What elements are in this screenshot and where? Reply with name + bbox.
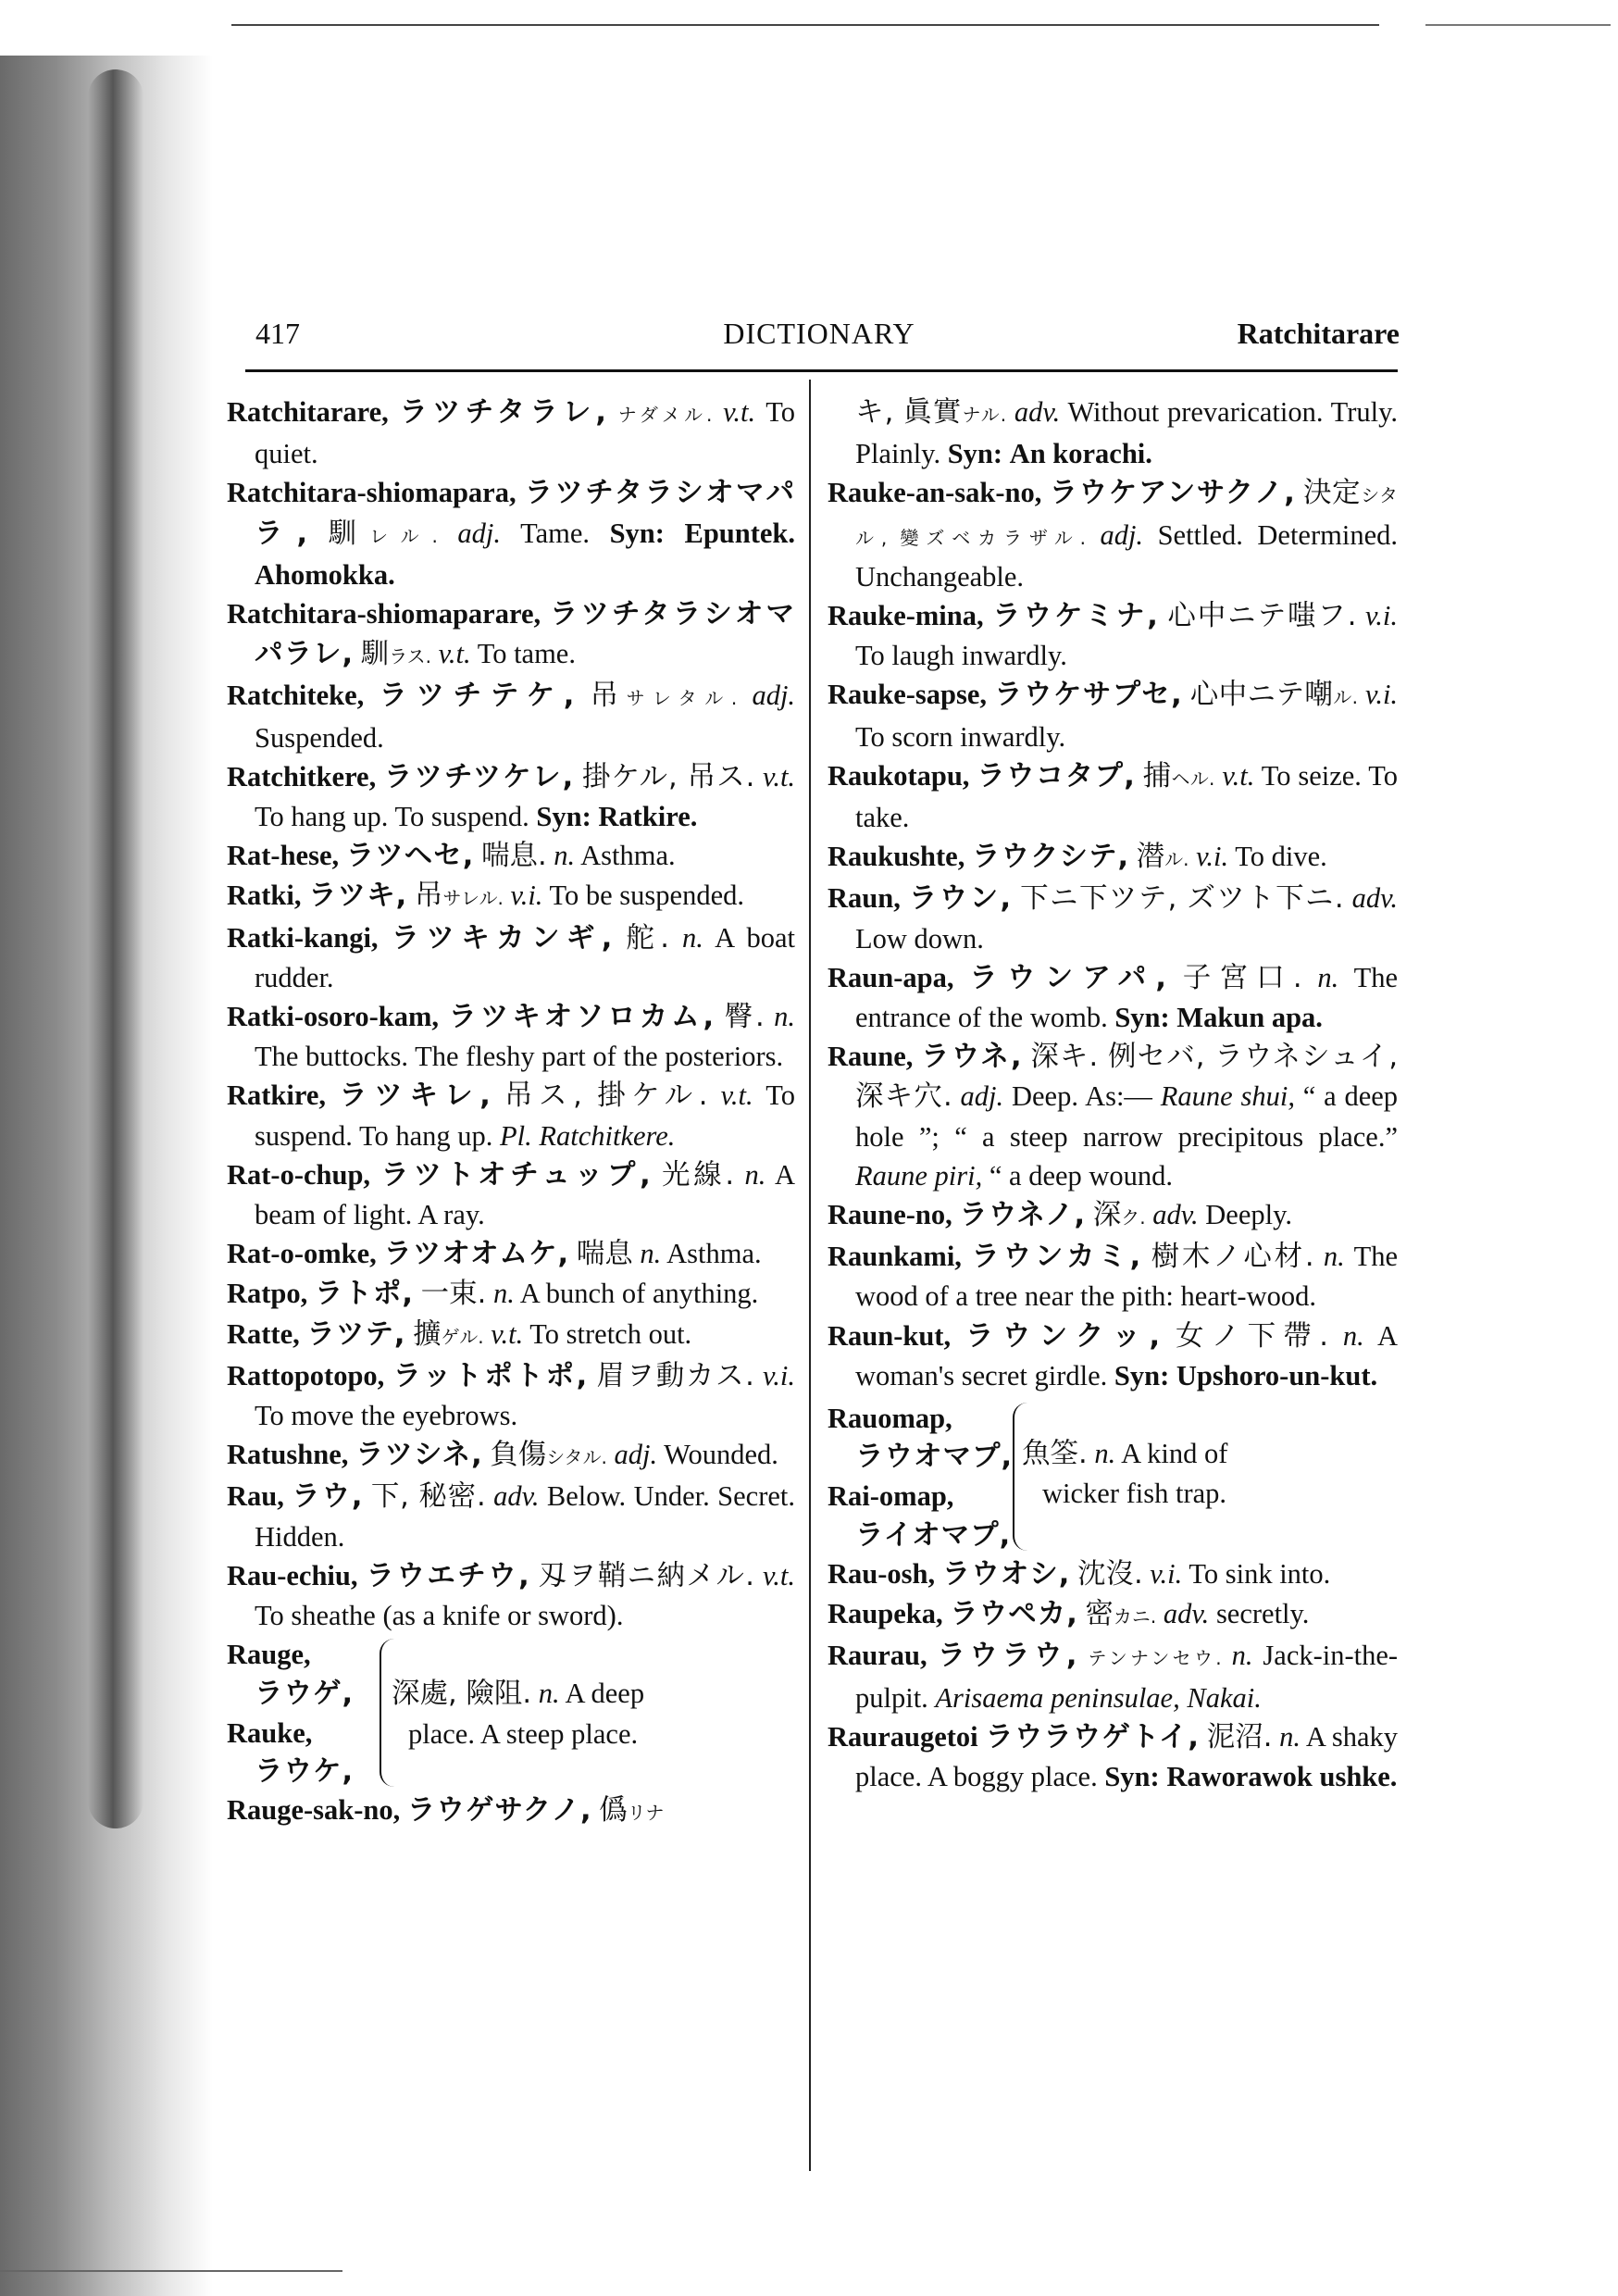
entry-kana-small: サレタル. <box>626 687 738 710</box>
entry-kana: ラツチテケ, <box>379 680 576 713</box>
dictionary-entry <box>227 1274 795 1314</box>
entry-headword: Raun, <box>828 882 901 915</box>
entry-definition: A bunch of anything. <box>519 1278 759 1310</box>
entry-kana: ラウケアンサクノ, <box>1049 477 1296 510</box>
guide-word: Ratchitarare <box>1237 317 1400 350</box>
entry-kanji: 馴 <box>328 517 370 550</box>
entry-kana: ラウンアパ, <box>969 961 1167 994</box>
dictionary-entry <box>828 879 1398 957</box>
entry-italic-text: Raune shui, <box>1160 1080 1295 1113</box>
entry-kanji: 下, 秘密. <box>370 1480 486 1514</box>
entry-italic-text: Raune piri, <box>855 1159 983 1192</box>
left-entry-list <box>227 393 795 1635</box>
entry-kanji: 掛ケル, 吊ス. <box>581 760 755 793</box>
group-pos: n. <box>538 1678 560 1710</box>
group-kanji: 深處, 險阻. <box>392 1678 532 1711</box>
entry-part-of-speech: n. <box>1231 1640 1253 1672</box>
group-def: place. A steep place. <box>408 1717 639 1750</box>
dictionary-entry <box>828 756 1398 837</box>
dictionary-entry <box>227 1356 795 1435</box>
dictionary-entry <box>227 594 795 676</box>
entry-kana-small: シタル, 變ズベカラザル. <box>855 484 1399 549</box>
entry-definition: A shaky place. A boggy place. <box>855 1720 1399 1793</box>
dictionary-entry <box>828 958 1398 1037</box>
entry-definition: To sheathe (as a knife or sword). <box>255 1600 624 1632</box>
entry-synonym: Makun apa. <box>1176 1002 1323 1034</box>
entry-kanji: 一束. <box>420 1278 487 1311</box>
group-headword: Rauomap, <box>828 1403 952 1435</box>
dictionary-entry <box>828 393 1398 473</box>
entry-syn-label: Syn: <box>1114 1359 1170 1391</box>
entry-headword: Rat-o-omke, <box>227 1238 377 1270</box>
entry-headword: Raune-no, <box>828 1199 952 1231</box>
entry-part-of-speech: n. <box>1323 1241 1345 1273</box>
entry-part-of-speech: n. <box>554 840 576 872</box>
entry-headword: Rauke-mina, <box>828 600 984 632</box>
entry-headword: Rauraugetoi <box>828 1720 978 1753</box>
entry-headword: Rau, <box>227 1480 284 1513</box>
entry-kana: ラウコタプ, <box>977 759 1136 792</box>
entry-headword: Ratushne, <box>227 1439 349 1471</box>
entry-definition: To move the eyebrows. <box>255 1400 518 1432</box>
entry-part-of-speech: v.i. <box>510 880 543 912</box>
group-headword: Rai-omap, <box>828 1480 954 1513</box>
entry-kana: ラツキ, <box>308 880 408 913</box>
scan-top-line-right <box>1425 24 1611 26</box>
entry-kanji: 下ニ下ツテ, ズツト下ニ. <box>1020 882 1344 916</box>
entry-headword: Rat-o-chup, <box>227 1158 371 1191</box>
entry-headword: Ratchiteke, <box>227 680 365 712</box>
entry-part-of-speech: v.t. <box>720 1079 753 1112</box>
entry-kanji: 馴 <box>360 638 390 671</box>
dictionary-entry <box>227 1315 795 1356</box>
entry-headword: Ratpo, <box>227 1278 308 1310</box>
entry-headword: Ratte, <box>227 1317 300 1350</box>
group-def: A kind of <box>1121 1438 1228 1470</box>
group-definition <box>392 1674 795 1753</box>
entry-headword: Raupeka, <box>828 1598 943 1630</box>
entry-kanji: 吊ス, 掛ケル. <box>504 1079 708 1113</box>
entry-group-rauomap-raiomap <box>828 1399 1398 1554</box>
entry-kanji: 心中ニテ嗤フ. <box>1167 600 1357 633</box>
entry-kana: ラツチタラシオマパラ, <box>255 477 795 550</box>
entry-part-of-speech: v.i. <box>1365 600 1399 632</box>
entry-definition: Deeply. <box>1205 1199 1292 1231</box>
entry-kana: ラウゲサクノ, <box>406 1794 592 1828</box>
entry-kana: ラツキオソロカム, <box>448 1001 716 1034</box>
dictionary-entry <box>828 837 1398 879</box>
column-divider <box>809 380 811 2171</box>
entry-kana-small: ク. <box>1121 1206 1146 1229</box>
entry-kana: ラウケサプセ, <box>994 679 1183 712</box>
entry-part-of-speech: adv. <box>1014 396 1061 428</box>
entry-kana: ラウ, <box>292 1480 364 1514</box>
group-kana: ライオマプ, <box>855 1518 1012 1552</box>
entry-kana: ラウネ, <box>921 1041 1023 1074</box>
entry-kana: ラツチタラシオマパラレ, <box>255 598 796 671</box>
entry-kanji: キ, 眞實 <box>855 396 963 429</box>
entry-kana: ラツトオチュップ, <box>380 1158 652 1192</box>
dictionary-entry <box>227 393 795 473</box>
entry-part-of-speech: adv. <box>1163 1598 1210 1630</box>
entry-headword: Ratki-kangi, <box>227 921 379 954</box>
dictionary-entry <box>828 1594 1398 1636</box>
entry-headword: Ratki-osoro-kam, <box>227 1001 440 1033</box>
entry-syn-label: Syn: <box>1114 1002 1170 1034</box>
entry-part-of-speech: v.i. <box>1196 841 1229 873</box>
group-headword: Rauke, <box>227 1716 313 1749</box>
entry-headword: Raurau, <box>828 1640 927 1672</box>
entry-part-of-speech: adv. <box>1351 882 1399 915</box>
entry-kanji: 負傷 <box>490 1439 547 1472</box>
entry-kana: ラツチツケレ, <box>383 760 575 793</box>
group-def: A deep <box>565 1678 645 1710</box>
entry-kanji: 喘息. <box>480 840 547 873</box>
entry-kana: ラウケミナ, <box>992 600 1159 633</box>
dictionary-entry <box>227 1435 795 1477</box>
entry-kana-small: レル. <box>369 524 438 547</box>
dictionary-entry <box>227 1477 795 1555</box>
entry-headword: Rauke-sapse, <box>828 679 988 711</box>
entry-definition: To tame. <box>477 638 576 670</box>
entry-kana: ラツオオムケ, <box>383 1238 570 1271</box>
group-definition <box>1022 1434 1398 1513</box>
right-column <box>828 393 1398 1796</box>
entry-kana: ラツシネ, <box>355 1439 483 1472</box>
dictionary-entry <box>828 1717 1398 1796</box>
entry-kanji: 樹木ノ心材. <box>1151 1241 1314 1274</box>
entry-definition: Wounded. <box>664 1439 778 1471</box>
entry-syn-label: Syn: <box>536 801 591 833</box>
dictionary-entry <box>227 1556 795 1635</box>
entry-definition: Without prevarication. Truly. Plainly. <box>855 396 1399 470</box>
entry-headword: Rauke-an-sak-no, <box>828 477 1042 509</box>
page-title: DICTIONARY <box>723 317 915 350</box>
entry-headword: Ratchitarare, <box>227 396 389 428</box>
dictionary-entry <box>227 836 795 876</box>
entry-headword: Ratchitara-shiomaparare, <box>227 598 541 630</box>
entry-syn-label: Syn: <box>947 438 1003 470</box>
entry-kanji: 臀. <box>724 1001 765 1034</box>
entry-definition: To be suspended. <box>549 880 744 912</box>
entry-definition: To quiet. <box>255 396 796 470</box>
entry-part-of-speech: adj. <box>752 680 796 712</box>
group-kana: ラウゲ, <box>255 1677 355 1710</box>
dictionary-entry <box>227 1155 795 1234</box>
dictionary-entry <box>227 473 795 594</box>
entry-headword: Raukotapu, <box>828 759 970 792</box>
entry-kanji: 泥沼. <box>1206 1720 1273 1753</box>
dictionary-entry <box>227 918 795 997</box>
entry-part-of-speech: n. <box>1317 961 1339 993</box>
group-kana: ラウオマプ, <box>855 1441 1014 1474</box>
entry-definition: To suspend. To hang up. <box>255 1079 796 1152</box>
entry-definition: “ a deep hole ”; “ a steep narrow precipitous place.” <box>855 1080 1399 1153</box>
entry-kana-small: ナル. <box>962 404 1007 426</box>
entry-part-of-speech: v.t. <box>763 1559 795 1591</box>
entry-definition: A boat rudder. <box>255 921 796 993</box>
entry-synonym: Upshoro-un-kut. <box>1176 1359 1378 1391</box>
entry-definition: To hang up. To suspend. <box>255 801 529 833</box>
entry-part-of-speech: v.i. <box>1365 679 1399 711</box>
entry-kanji: 吊 <box>590 680 627 713</box>
entry-italic-text: Pl. Ratchitkere. <box>500 1119 676 1152</box>
entry-kana: ラウネノ, <box>959 1199 1087 1232</box>
entry-definition: To laugh inwardly. <box>855 640 1067 672</box>
entry-kanji: 女ノ下帶. <box>1175 1319 1328 1353</box>
entry-kanji: 深キ. 例セバ, ラウネシュイ, 深キ穴. <box>855 1041 1399 1114</box>
entry-part-of-speech: v.t. <box>491 1317 524 1350</box>
entry-headword: Ratkire, <box>227 1079 327 1112</box>
entry-headword: Raunkami, <box>828 1241 962 1273</box>
entry-kana: ラットポトポ, <box>392 1359 589 1392</box>
entry-kana-small: ゲル. <box>441 1325 484 1348</box>
entry-kanji: 捕 <box>1142 759 1172 792</box>
entry-kanji: 舵. <box>626 921 669 955</box>
entry-kanji: 吊 <box>414 880 443 913</box>
entry-definition: The wood of a tree near the pith: heart-wood. <box>855 1241 1399 1313</box>
group-kana: ラウケ, <box>255 1754 355 1788</box>
entry-headword: Raun-kut, <box>828 1319 952 1352</box>
entry-definition: “ a deep wound. <box>989 1159 1174 1192</box>
entry-kana-small: ル. <box>1164 848 1189 871</box>
entry-definition: To dive. <box>1235 841 1327 873</box>
entry-kana: ラツキレ, <box>339 1079 492 1113</box>
entry-definition: Asthma. <box>580 840 676 872</box>
entry-part-of-speech: adj. <box>457 517 502 549</box>
entry-synonym: Raworawok ushke. <box>1166 1761 1398 1793</box>
group-kanji: 魚筌. <box>1022 1438 1088 1471</box>
entry-part-of-speech: n. <box>774 1001 796 1033</box>
entry-kana: ラツチタラレ, <box>399 396 608 429</box>
entry-headword: Raukushte, <box>828 841 965 873</box>
dictionary-entry <box>828 1554 1398 1594</box>
dictionary-entry <box>227 1791 795 1832</box>
entry-part-of-speech: n. <box>744 1158 766 1191</box>
entry-headword: Rauge-sak-no, <box>227 1794 401 1827</box>
entry-synonym: Epuntek. Ahomokka. <box>255 517 796 591</box>
entry-kanji: 眉ヲ動カス. <box>596 1359 754 1392</box>
entry-part-of-speech: adj. <box>1100 518 1144 551</box>
entry-definition: Asthma. <box>666 1238 762 1270</box>
entry-kana-small: リナ <box>627 1802 665 1825</box>
entry-synonym: Ratkire. <box>598 801 698 833</box>
entry-definition: Low down. <box>855 922 984 955</box>
group-def: wicker fish trap. <box>1042 1478 1227 1510</box>
entry-definition: A beam of light. A ray. <box>255 1158 795 1231</box>
entry-kana: ラトポ, <box>314 1278 414 1311</box>
entry-kanji: 密 <box>1085 1598 1114 1631</box>
entry-part-of-speech: n. <box>1342 1319 1364 1352</box>
entry-kana-small: サレル. <box>442 887 504 910</box>
page-header <box>239 311 1400 356</box>
entry-part-of-speech: n. <box>1279 1720 1301 1753</box>
entry-definition: Settled. Determined. Unchangeable. <box>855 518 1398 593</box>
dictionary-entry <box>227 997 795 1076</box>
dictionary-entry <box>828 473 1398 596</box>
entry-headword: Rat-hese, <box>227 840 340 872</box>
entry-kana: ラウンクッ, <box>965 1319 1162 1353</box>
entry-headword: Raun-apa, <box>828 961 954 993</box>
entry-syn-label: Syn: <box>1104 1761 1160 1793</box>
entry-part-of-speech: v.i. <box>763 1359 796 1391</box>
entry-definition: The buttocks. The fleshy part of the posteriors. <box>255 1041 784 1073</box>
entry-part-of-speech: v.i. <box>1150 1558 1183 1591</box>
entry-syn-label: Syn: <box>609 517 665 549</box>
entry-definition: Deep. As:— <box>1011 1080 1152 1113</box>
entry-headword: Ratki, <box>227 880 302 912</box>
entry-kana: ラウクシテ, <box>971 841 1130 874</box>
entry-part-of-speech: n. <box>492 1278 515 1310</box>
entry-italic-text: Arisaema peninsulae, Nakai. <box>935 1681 1262 1714</box>
entry-part-of-speech: v.t. <box>763 760 796 792</box>
entry-kana-small: ナダメル. <box>617 404 713 426</box>
entry-headword: Raune, <box>828 1041 914 1073</box>
dictionary-entry <box>828 596 1398 675</box>
entry-headword: Ratchitkere, <box>227 760 377 792</box>
entry-kana: ラツヘセ, <box>345 840 475 873</box>
scan-binding-shadow <box>88 69 143 1828</box>
entry-kanji: 沈沒. <box>1077 1558 1143 1591</box>
entry-kanji: 光線. <box>662 1158 735 1192</box>
entry-kanji: 喘息 <box>576 1238 633 1271</box>
entry-kanji: 刄ヲ鞘ニ納メル. <box>538 1559 754 1592</box>
scan-bottom-line <box>0 2270 342 2272</box>
entry-synonym: An korachi. <box>1009 438 1152 470</box>
entry-definition: A woman's secret girdle. <box>855 1319 1398 1391</box>
entry-headword: Rau-echiu, <box>227 1559 358 1591</box>
entry-definition: The entrance of the womb. <box>855 961 1398 1034</box>
entry-definition: To stretch out. <box>529 1317 692 1350</box>
dictionary-entry <box>828 1316 1398 1395</box>
dictionary-entry <box>227 1076 795 1154</box>
entry-kana: ラツキカンギ, <box>391 921 614 955</box>
entry-kana: ラツテ, <box>306 1317 406 1351</box>
entry-kanji: 擴 <box>413 1317 442 1351</box>
dictionary-entry <box>828 1037 1398 1195</box>
dictionary-entry <box>227 1234 795 1274</box>
entry-kana-small: ル. <box>1333 686 1359 709</box>
entry-kana-small: カニ. <box>1113 1605 1157 1628</box>
entry-kana: ラウエチウ, <box>366 1559 530 1592</box>
entry-headword: Rau-osh, <box>828 1558 936 1591</box>
entry-headword: Rattopotopo, <box>227 1359 385 1391</box>
entry-kanji: 心中ニテ嘲 <box>1189 679 1334 712</box>
entry-kanji: 深 <box>1092 1199 1122 1232</box>
entry-part-of-speech: v.t. <box>1222 759 1255 792</box>
entry-kanji: 僞 <box>599 1794 628 1828</box>
entry-kana-small: ラス. <box>389 645 431 668</box>
dictionary-entry <box>227 876 795 917</box>
right-entry-list-tail <box>828 1554 1398 1796</box>
entry-part-of-speech: adv. <box>493 1480 540 1513</box>
header-rule <box>245 369 1398 372</box>
entry-kana: ラウン, <box>908 882 1013 916</box>
entry-kana: ラウペカ, <box>950 1598 1078 1631</box>
entry-group-rauge-rauke <box>227 1635 795 1791</box>
scan-top-line <box>231 24 1379 26</box>
dictionary-entry <box>828 1237 1398 1316</box>
entry-kana: ラウラウ, <box>937 1640 1078 1673</box>
entry-kana: ラウラウゲトイ, <box>985 1720 1201 1753</box>
entry-definition: To seize. To take. <box>855 759 1399 834</box>
group-headword: Rauge, <box>227 1639 311 1671</box>
entry-kanji: 子宮口. <box>1182 961 1302 994</box>
page-number: 417 <box>255 317 300 350</box>
entry-part-of-speech: adj. <box>960 1080 1004 1113</box>
entry-part-of-speech: n. <box>640 1238 662 1270</box>
dictionary-entry <box>227 757 795 836</box>
entry-definition: To sink into. <box>1189 1558 1331 1591</box>
entry-headword: Ratchitara-shiomapara, <box>227 477 517 509</box>
dictionary-entry <box>227 676 795 756</box>
entry-definition: Tame. <box>520 517 590 549</box>
entry-kanji: 潜 <box>1136 841 1165 874</box>
entry-kanji: 決定 <box>1303 477 1362 510</box>
entry-kana-small: ヘル. <box>1171 767 1215 790</box>
entry-definition: Below. Under. Secret. Hidden. <box>255 1480 796 1553</box>
group-pos: n. <box>1094 1438 1116 1470</box>
entry-kana-small: テンナンセウ. <box>1088 1647 1222 1670</box>
entry-kana-small: シタル. <box>546 1446 607 1469</box>
entry-part-of-speech: adj. <box>614 1439 658 1471</box>
entry-definition: To scorn inwardly. <box>855 720 1066 753</box>
entry-part-of-speech: v.t. <box>723 396 756 428</box>
entry-part-of-speech: v.t. <box>438 638 471 670</box>
dictionary-entry <box>828 675 1398 755</box>
entry-part-of-speech: n. <box>681 921 703 954</box>
entry-definition: secretly. <box>1215 1598 1310 1630</box>
entry-kana: ラウンカミ, <box>971 1241 1142 1274</box>
dictionary-entry <box>828 1636 1398 1716</box>
entry-part-of-speech: adv. <box>1152 1199 1199 1231</box>
dictionary-entry <box>828 1195 1398 1237</box>
left-column <box>227 393 795 1833</box>
entry-definition: Jack-in-the-pulpit. <box>855 1640 1399 1714</box>
right-entry-list <box>828 393 1398 1395</box>
entry-definition: Suspended. <box>255 721 384 754</box>
entry-kana: ラウオシ, <box>941 1558 1071 1591</box>
